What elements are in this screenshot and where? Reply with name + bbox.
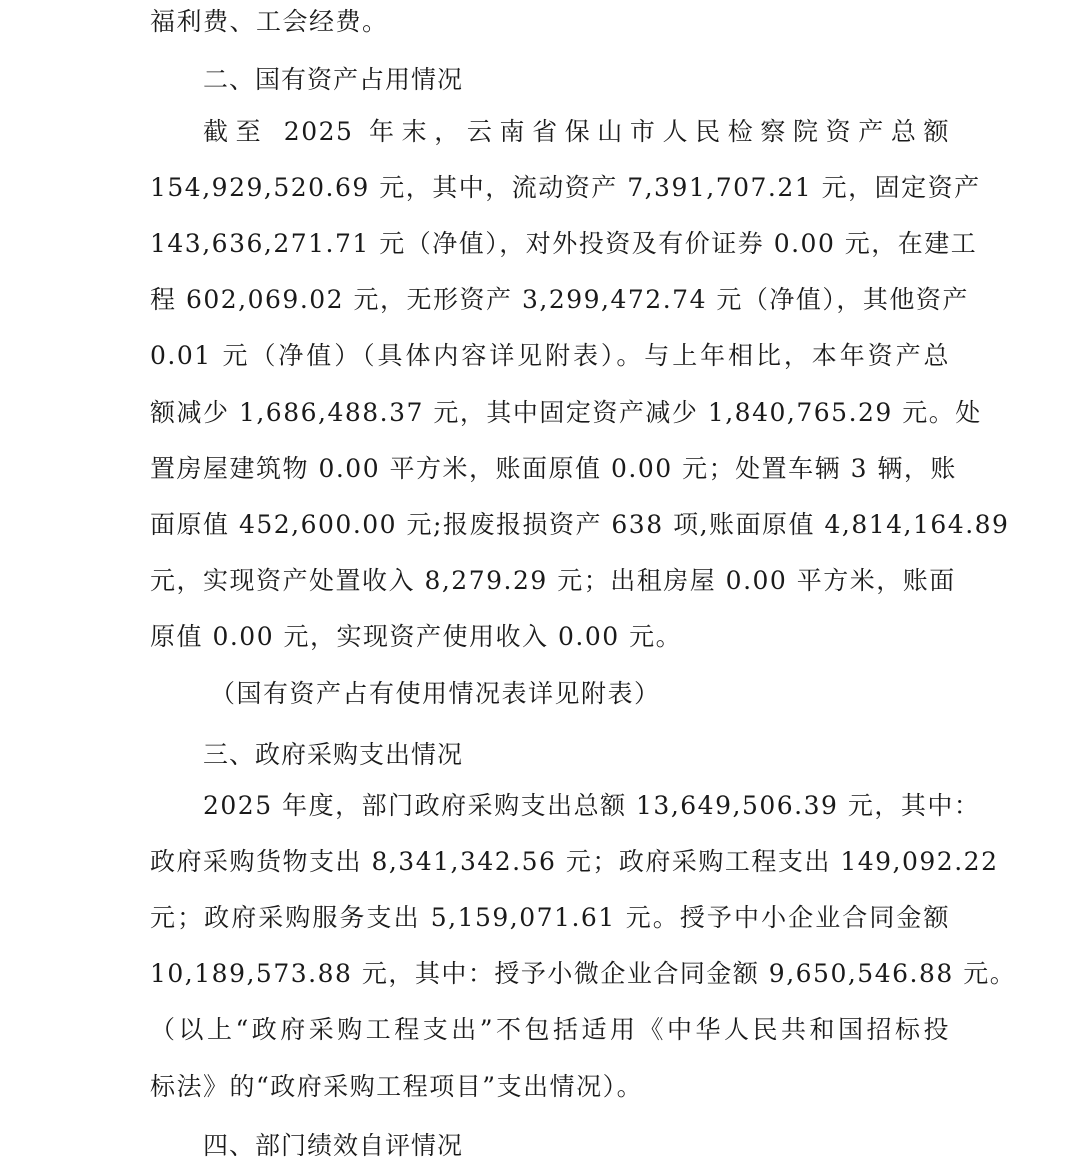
- paragraph-line: 置房屋建筑物 0.00 平方米，账面原值 0.00 元；处置车辆 3 辆，账: [150, 454, 957, 483]
- paragraph-line: 元；政府采购服务支出 5,159,071.61 元。授予中小企业合同金额: [150, 903, 950, 932]
- paragraph-line: 面原值 452,600.00 元;报废报损资产 638 项,账面原值 4,814,164.89: [150, 510, 1010, 539]
- paragraph-line: 元，实现资产处置收入 8,279.29 元；出租房屋 0.00 平方米，账面: [150, 566, 956, 595]
- paragraph-line: 0.01 元（净值）（具体内容详见附表）。与上年相比，本年资产总: [150, 341, 950, 370]
- paragraph-line: （以上“政府采购工程支出”不包括适用《中华人民共和国招标投: [150, 1015, 950, 1044]
- attachment-note: （国有资产占有使用情况表详见附表）: [210, 679, 661, 708]
- paragraph-line: 截至 2025 年末，云南省保山市人民检察院资产总额: [203, 117, 950, 146]
- paragraph-line: 10,189,573.88 元，其中：授予小微企业合同金额 9,650,546.88 元。: [150, 959, 1017, 988]
- paragraph-line: 标法》的“政府采购工程项目”支出情况）。: [150, 1072, 644, 1101]
- paragraph-line: 程 602,069.02 元，无形资产 3,299,472.74 元（净值），其他资产: [150, 285, 969, 314]
- section-heading-government-procurement: 三、政府采购支出情况: [203, 740, 464, 769]
- continued-text-line: 福利费、工会经费。: [150, 7, 389, 36]
- paragraph-line: 额减少 1,686,488.37 元，其中固定资产减少 1,840,765.29 元。处: [150, 398, 982, 427]
- section-heading-state-assets: 二、国有资产占用情况: [203, 65, 464, 94]
- section-heading-performance-self-evaluation: 四、部门绩效自评情况: [203, 1131, 464, 1160]
- paragraph-line: 143,636,271.71 元（净值），对外投资及有价证券 0.00 元，在建工: [150, 229, 978, 258]
- paragraph-line: 政府采购货物支出 8,341,342.56 元；政府采购工程支出 149,092.22: [150, 847, 999, 876]
- paragraph-line: 原值 0.00 元，实现资产使用收入 0.00 元。: [150, 622, 683, 651]
- paragraph-line: 154,929,520.69 元，其中，流动资产 7,391,707.21 元，固定资产: [150, 173, 981, 202]
- paragraph-line: 2025 年度，部门政府采购支出总额 13,649,506.39 元，其中：: [203, 791, 981, 820]
